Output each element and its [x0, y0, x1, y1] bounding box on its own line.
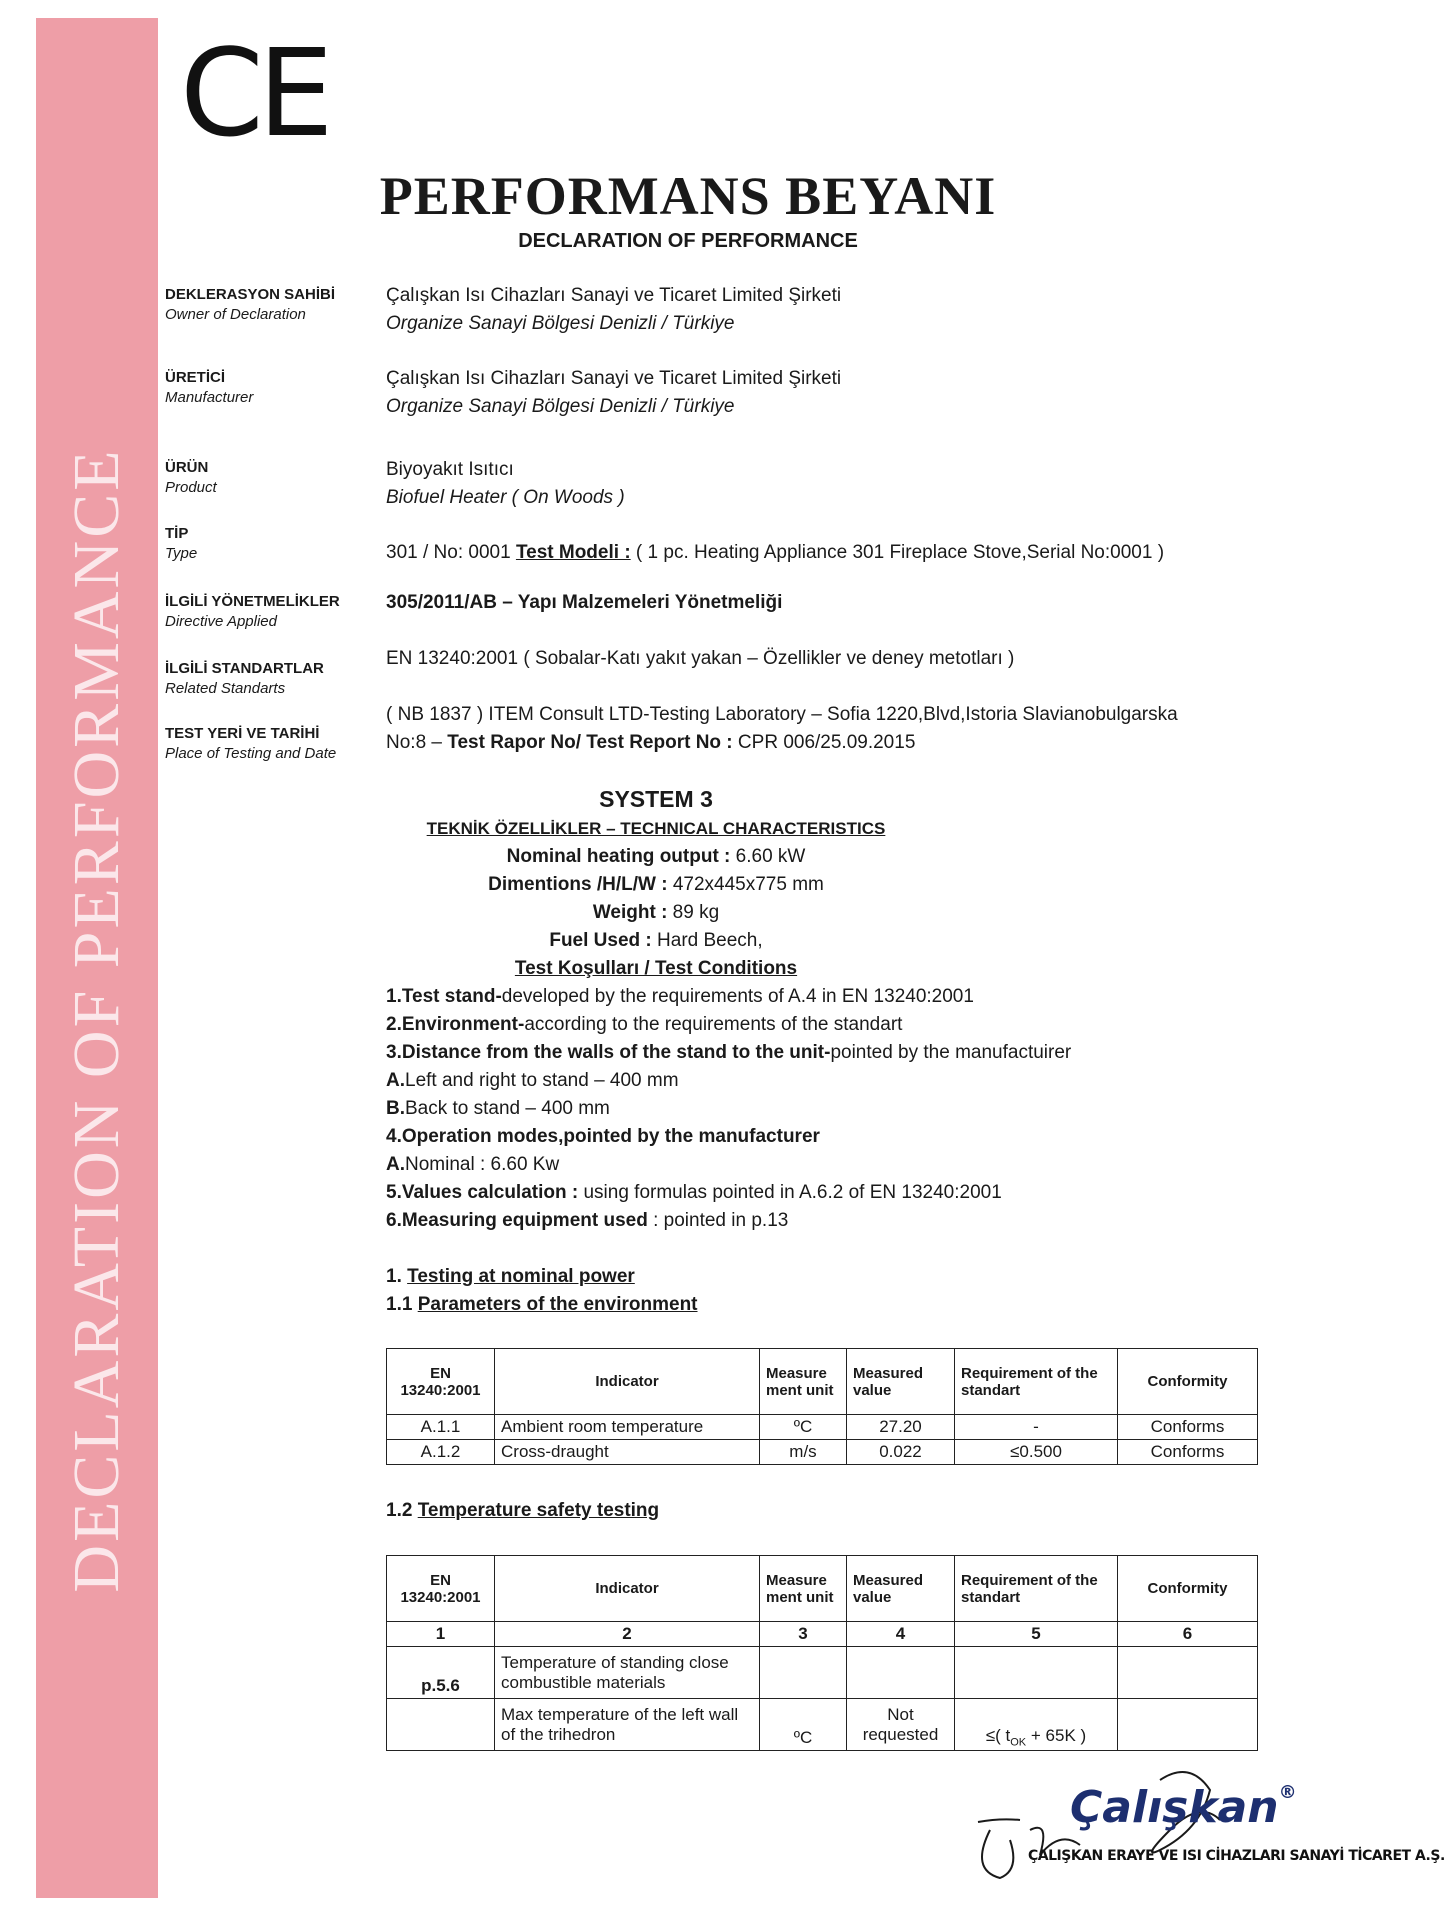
field-value-type: 301 / No: 0001 Test Modeli : ( 1 pc. Heating Appliance 301 Fireplace Stove,Serial No:0001 ) [386, 542, 1165, 563]
company-logo: Çalışkan® [1070, 1782, 1297, 1833]
cell-value: 27.20 [847, 1415, 955, 1440]
cell-requirement [955, 1647, 1118, 1699]
cell-requirement: ≤( $t_{OK} + 65K$ ) [955, 1699, 1118, 1751]
condition-item: 4.Operation modes,pointed by the manufacturer [386, 1126, 820, 1147]
cell-indicator: Temperature of standing close combustible materials [495, 1647, 760, 1699]
field-label-testing: TEST YERİ VE TARİHİ Place of Testing and Date [165, 725, 337, 762]
spec-nominal-output: Nominal heating output : 6.60 kW [506, 846, 806, 867]
system-heading: SYSTEM 3 [599, 786, 713, 812]
field-label-product: ÜRÜN Product [165, 459, 217, 496]
field-value-directive: 305/2011/AB – Yapı Malzemeleri Yönetmeliği [386, 592, 783, 613]
table-row [387, 1415, 1258, 1440]
cell-indicator: Ambient room temperature [495, 1415, 760, 1440]
page-subtitle: DECLARATION OF PERFORMANCE [518, 230, 858, 252]
cell-unit: m/s [760, 1440, 847, 1465]
field-value-manufacturer: Çalışkan Isı Cihazları Sanayi ve Ticaret Limited Şirketi Organize Sanayi Bölgesi Denizli / Türkiye [386, 368, 842, 417]
condition-item: B.Back to stand – 400 mm [386, 1098, 610, 1119]
cell-en: A.1.1 [387, 1415, 495, 1440]
cell-unit: ºC [760, 1415, 847, 1440]
cell-number: 4 [847, 1622, 955, 1647]
temperature-table [386, 1555, 1258, 1751]
cell-en: p.5.6 [387, 1647, 495, 1699]
field-label-manufacturer: ÜRETİCİ Manufacturer [165, 369, 254, 406]
field-label-standards: İLGİLİ STANDARTLAR Related Standarts [165, 660, 324, 697]
cell-value: Not requested [847, 1699, 955, 1751]
th-requirement: Requirement of the standart [955, 1349, 1118, 1415]
ce-mark: CE [180, 25, 328, 164]
cell-conformity: Conforms [1118, 1440, 1258, 1465]
condition-item: A.Nominal : 6.60 Kw [386, 1154, 560, 1175]
table-row [387, 1647, 1258, 1699]
cell-requirement: - [955, 1415, 1118, 1440]
cell-number: 5 [955, 1622, 1118, 1647]
cell-conformity [1118, 1699, 1258, 1751]
condition-item: 5.Values calculation : using formulas pointed in A.6.2 of EN 13240:2001 [386, 1182, 1002, 1203]
field-label-directive: İLGİLİ YÖNETMELİKLER Directive Applied [165, 593, 340, 630]
th-en: EN 13240:2001 [387, 1556, 495, 1622]
cell-unit [760, 1647, 847, 1699]
page-title: PERFORMANS BEYANI [379, 166, 997, 226]
spec-weight: Weight : 89 kg [592, 902, 720, 923]
condition-item: 6.Measuring equipment used : pointed in p.13 [386, 1210, 789, 1231]
condition-item: 1.Test stand-developed by the requirements of A.4 in EN 13240:2001 [386, 986, 974, 1007]
cell-requirement: ≤0.500 [955, 1440, 1118, 1465]
th-unit: Measure ment unit [760, 1349, 847, 1415]
th-en: EN 13240:2001 [387, 1349, 495, 1415]
spec-dimensions: Dimentions /H/L/W : 472x445x775 mm [488, 874, 824, 895]
cell-en: A.1.2 [387, 1440, 495, 1465]
cell-value: 0.022 [847, 1440, 955, 1465]
condition-item: 3.Distance from the walls of the stand to the unit-pointed by the manufactuirer [386, 1042, 1072, 1063]
section-1-1-heading: 1.1 Parameters of the environment [386, 1294, 698, 1315]
th-conformity: Conformity [1118, 1349, 1258, 1415]
field-value-owner: Çalışkan Isı Cihazları Sanayi ve Ticaret Limited Şirketi Organize Sanayi Bölgesi Denizli / Türkiye [386, 285, 842, 334]
cell-number: 6 [1118, 1622, 1258, 1647]
condition-item: 2.Environment-according to the requirements of the standart [386, 1014, 903, 1035]
th-measured: Measured value [847, 1349, 955, 1415]
th-unit: Measure ment unit [760, 1556, 847, 1622]
table-header-row [387, 1349, 1258, 1415]
cell-number: 3 [760, 1622, 847, 1647]
cell-indicator: Max temperature of the left wall of the trihedron [495, 1699, 760, 1751]
th-requirement: Requirement of the standart [955, 1556, 1118, 1622]
cell-number: 1 [387, 1622, 495, 1647]
cell-indicator: Cross-draught [495, 1440, 760, 1465]
conditions-heading: Test Koşulları / Test Conditions [514, 958, 798, 979]
field-value-testing: ( NB 1837 ) ITEM Consult LTD-Testing Laboratory – Sofia 1220,Blvd,Istoria Slavianobulgarska No:8 – Test Rapor No/ Test Report No : CPR 006/25.09.2015 [386, 704, 1178, 753]
cell-conformity: Conforms [1118, 1415, 1258, 1440]
table-row [387, 1699, 1258, 1751]
field-value-standards: EN 13240:2001 ( Sobalar-Katı yakıt yakan – Özellikler ve deney metotları ) [386, 648, 1015, 669]
field-value-product: Biyoyakıt Isıtıcı Biofuel Heater ( On Woods ) [386, 459, 625, 508]
sidebar-vertical-text: DECLARATION OF PERFORMANCE [60, 447, 133, 1593]
field-label-type: TİP Type [165, 525, 198, 562]
th-conformity: Conformity [1118, 1556, 1258, 1622]
cell-value [847, 1647, 955, 1699]
spec-list [386, 843, 926, 983]
company-signature [960, 1760, 1445, 1890]
cell-en [387, 1699, 495, 1751]
field-label-owner: DEKLERASYON SAHİBİ Owner of Declaration [165, 286, 336, 323]
cell-number: 2 [495, 1622, 760, 1647]
tech-heading: TEKNİK ÖZELLİKLER – TECHNICAL CHARACTERISTICS [426, 819, 886, 838]
th-measured: Measured value [847, 1556, 955, 1622]
conditions-list [386, 983, 1286, 1235]
spec-fuel: Fuel Used : Hard Beech, [549, 930, 763, 951]
th-indicator: Indicator [495, 1556, 760, 1622]
section-1-heading: 1. Testing at nominal power [386, 1266, 635, 1287]
table-row [387, 1440, 1258, 1465]
company-stamp-name: ÇALIŞKAN ERAYE VE ISI CİHAZLARI SANAYİ TİCARET A.Ş. [1028, 1848, 1445, 1864]
cell-conformity [1118, 1647, 1258, 1699]
environment-table [386, 1348, 1258, 1465]
th-indicator: Indicator [495, 1349, 760, 1415]
section-1-2-heading: 1.2 Temperature safety testing [386, 1500, 660, 1521]
cell-unit: ºC [760, 1699, 847, 1751]
table-header-row [387, 1556, 1258, 1622]
condition-item: A.Left and right to stand – 400 mm [386, 1070, 679, 1091]
table-number-row [387, 1622, 1258, 1647]
